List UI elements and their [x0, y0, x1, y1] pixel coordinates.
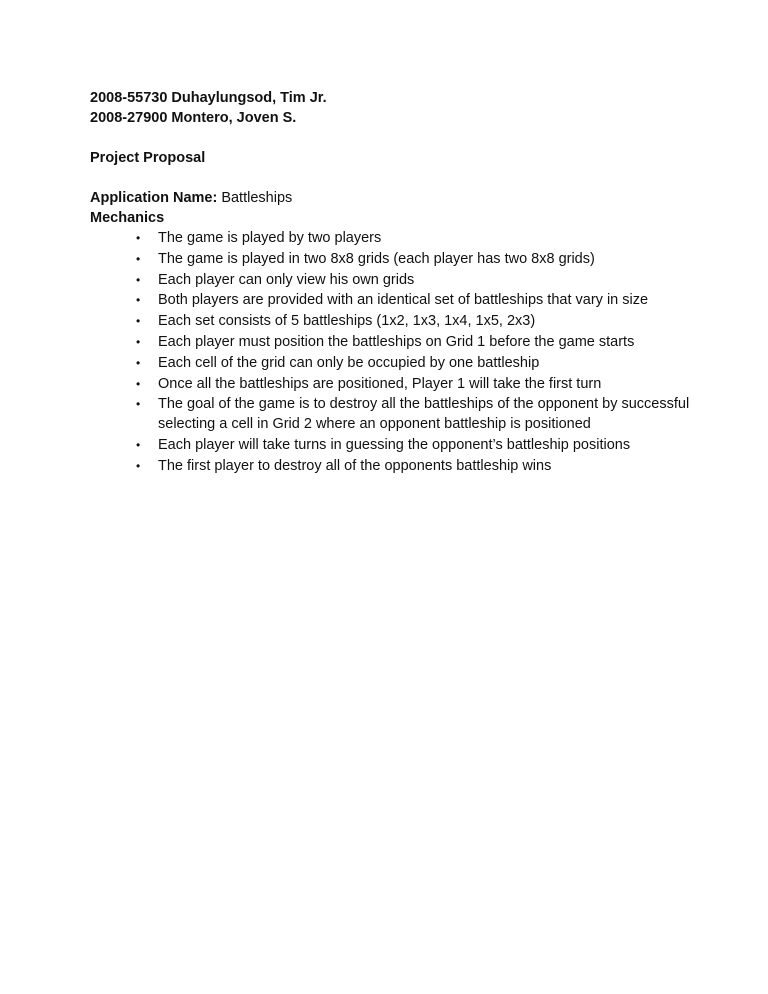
- bullet-icon: •: [136, 272, 141, 287]
- author-line-2: 2008-27900 Montero, Joven S.: [90, 110, 297, 126]
- application-name-label: Application Name:: [90, 190, 218, 206]
- mechanics-item: [136, 456, 710, 476]
- mechanics-item: [136, 332, 710, 352]
- spacer: [90, 168, 710, 188]
- mechanics-item-text: Once all the battleships are positioned, Player 1 will take the first turn: [158, 375, 602, 392]
- mechanics-item-text: Each player can only view his own grids: [158, 271, 415, 288]
- mechanics-item: [136, 435, 710, 455]
- mechanics-item-text: Each player will take turns in guessing the opponent’s battleship positions: [158, 437, 631, 454]
- document-page: [90, 88, 710, 477]
- bullet-icon: •: [136, 376, 141, 391]
- mechanics-item: [136, 290, 710, 310]
- bullet-icon: •: [136, 334, 141, 349]
- bullet-icon: •: [136, 314, 141, 329]
- mechanics-item: [136, 311, 710, 331]
- bullet-icon: •: [136, 231, 141, 245]
- mechanics-heading: Mechanics: [90, 210, 165, 226]
- bullet-icon: •: [136, 397, 141, 412]
- bullet-icon: •: [136, 293, 141, 308]
- application-name-line: [90, 188, 710, 208]
- mechanics-item-text: The game is played in two 8x8 grids (each player has two 8x8 grids): [158, 250, 595, 267]
- mechanics-item: [136, 374, 710, 394]
- mechanics-item-text: Each cell of the grid can only be occupied by one battleship: [158, 354, 540, 371]
- mechanics-item-text: Each player must position the battleships on Grid 1 before the game starts: [158, 333, 635, 350]
- mechanics-item-text: The game is played by two players: [158, 230, 382, 246]
- mechanics-item-text: Each set consists of 5 battleships (1x2, 1x3, 1x4, 1x5, 2x3): [158, 313, 536, 330]
- mechanics-item-text: The first player to destroy all of the opponents battleship wins: [158, 457, 552, 474]
- bullet-icon: •: [136, 251, 141, 266]
- mechanics-item: [136, 249, 710, 269]
- mechanics-list: [90, 228, 710, 476]
- author-line-1: 2008-55730 Duhaylungsod, Tim Jr.: [90, 90, 327, 106]
- bullet-icon: •: [136, 438, 141, 453]
- mechanics-item: [136, 270, 710, 290]
- application-name-value: Battleships: [217, 190, 293, 206]
- bullet-icon: •: [136, 458, 141, 473]
- mechanics-item-text: The goal of the game is to destroy all the battleships of the opponent by successful selecting a cell in Grid 2 where an opponent battleship is positioned: [158, 396, 690, 433]
- spacer: [90, 128, 710, 148]
- mechanics-item: [136, 353, 710, 373]
- mechanics-item: [136, 394, 710, 434]
- bullet-icon: •: [136, 355, 141, 370]
- mechanics-item: [136, 228, 710, 248]
- mechanics-item-text: Both players are provided with an identical set of battleships that vary in size: [158, 292, 649, 309]
- document-title: Project Proposal: [90, 150, 206, 166]
